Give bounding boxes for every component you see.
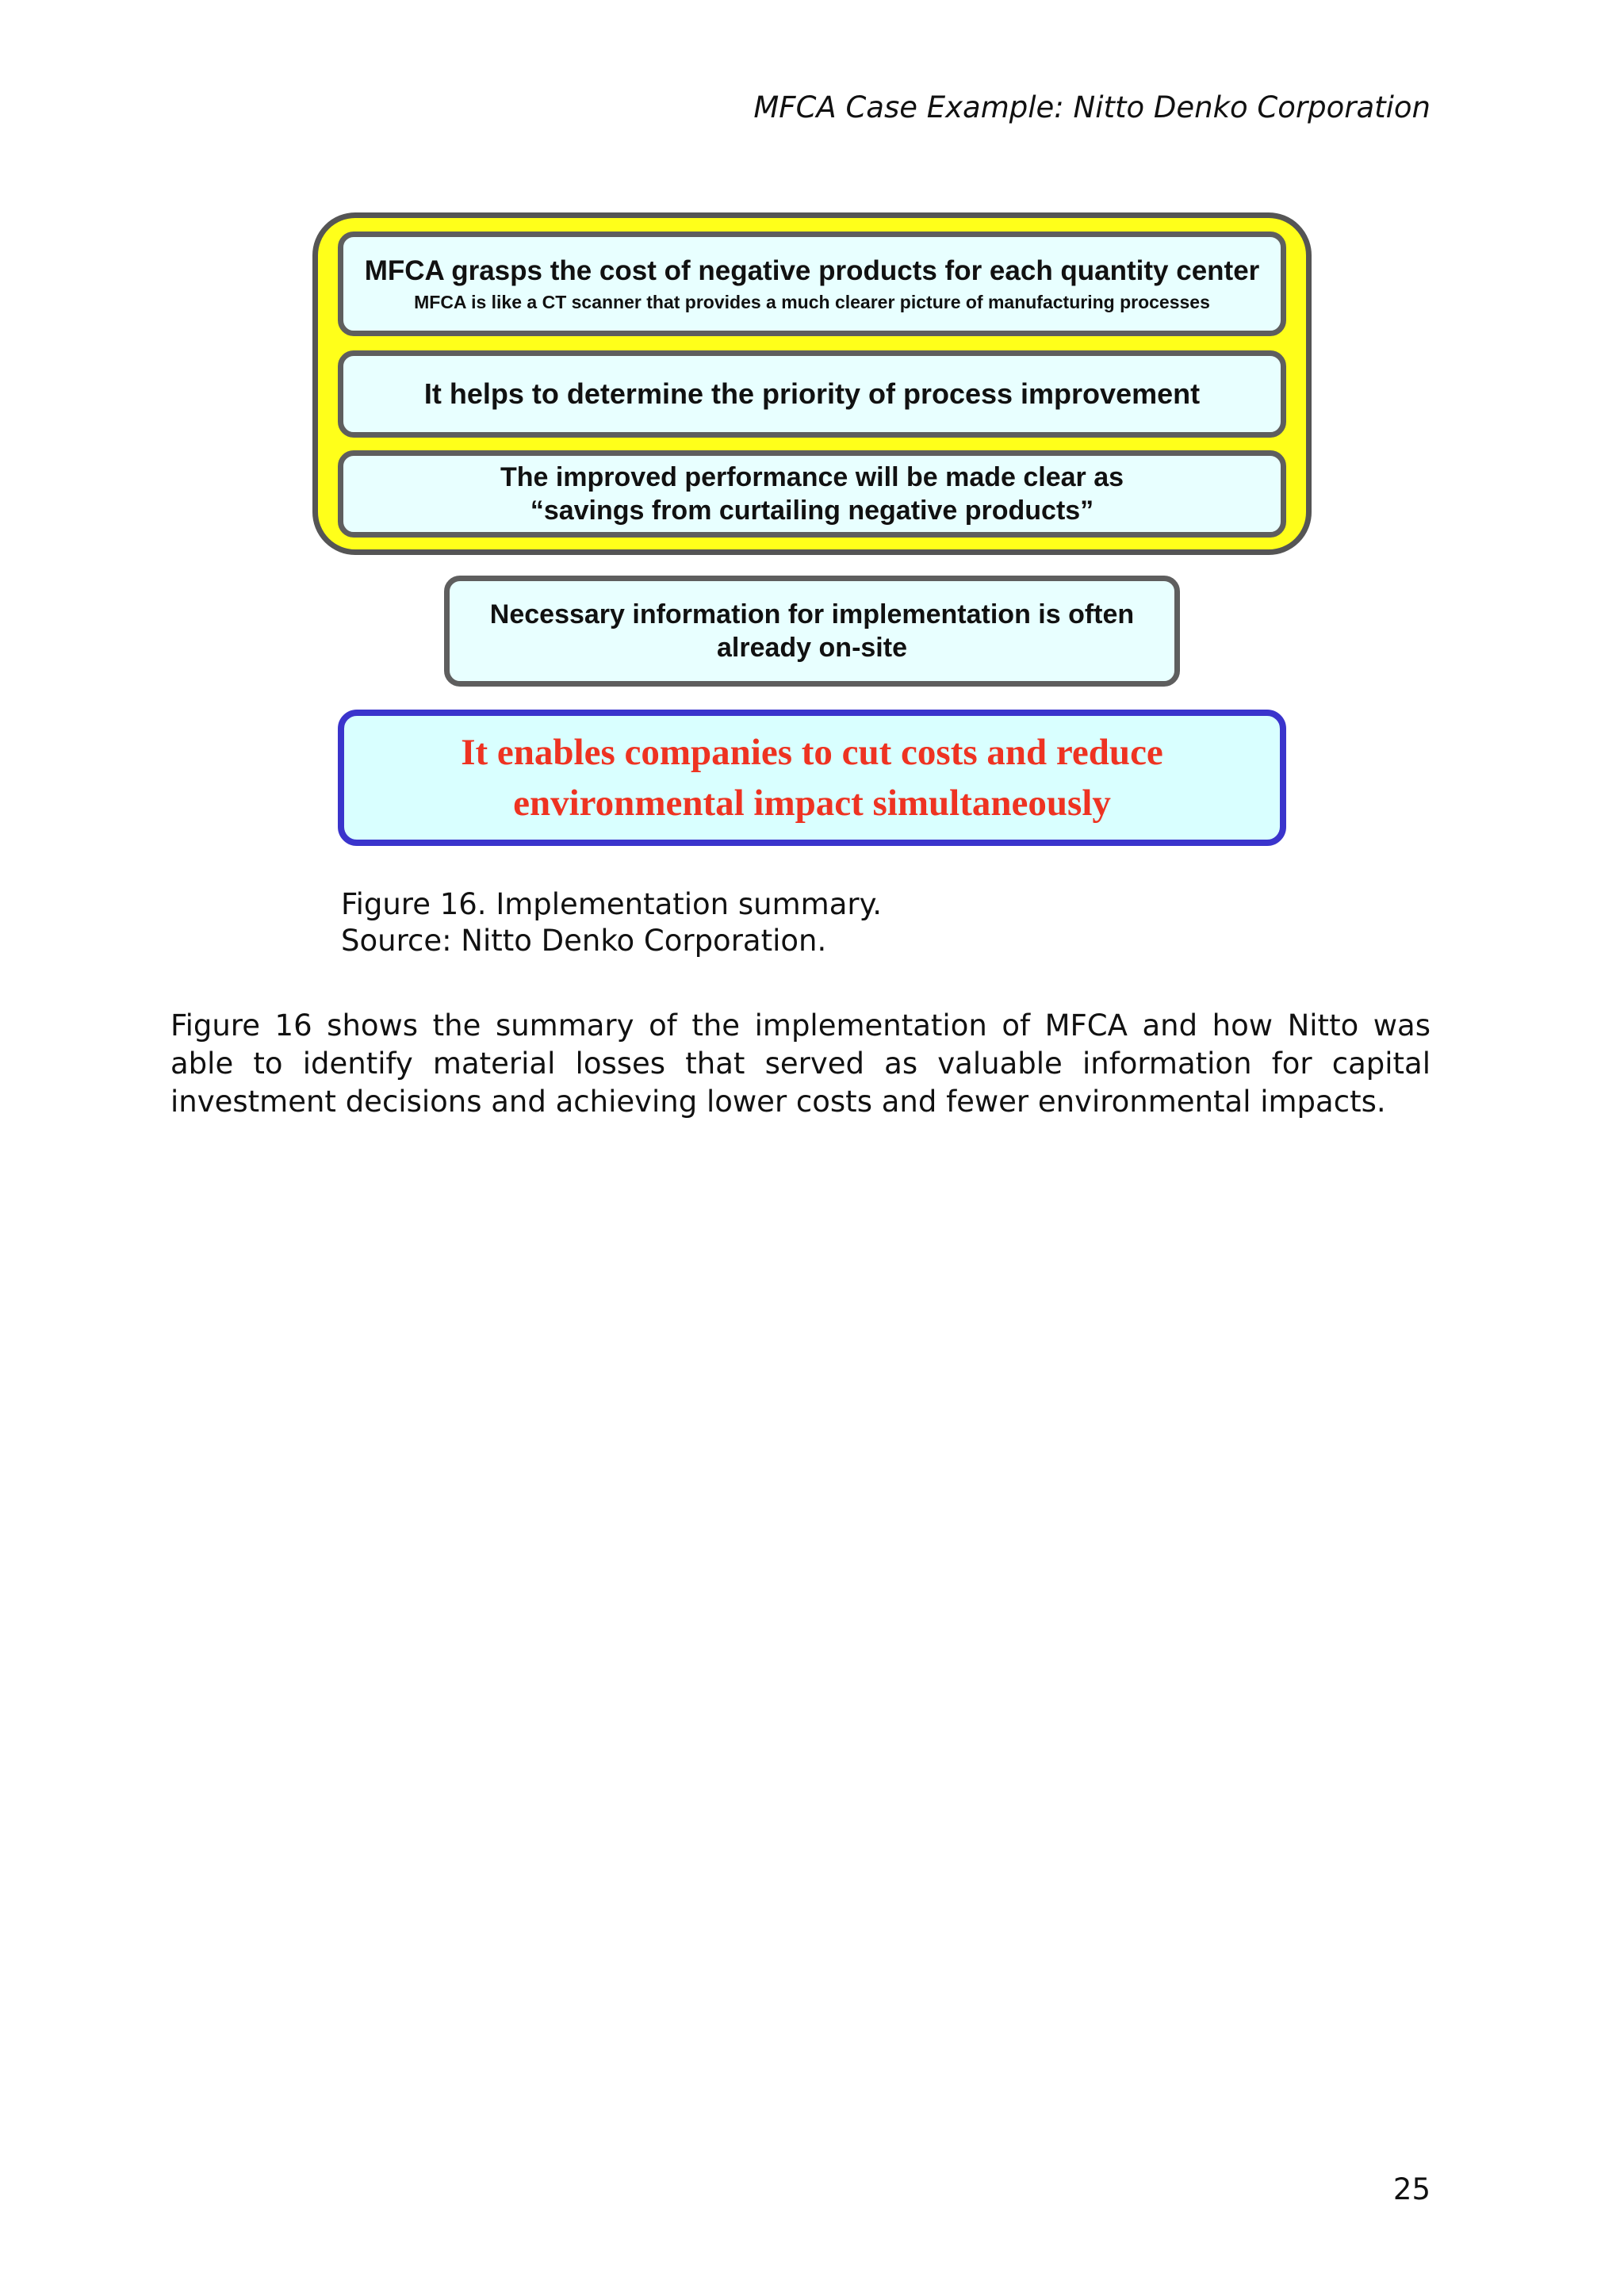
information-line-2: already on-site (717, 633, 907, 663)
conclusion-line-1: It enables companies to cut costs and reduce (461, 732, 1163, 773)
running-header: MFCA Case Example: Nitto Denko Corporation (753, 90, 1431, 124)
information-line-1: Necessary information for implementation is often (489, 599, 1135, 629)
page-number: 25 (1392, 2172, 1431, 2206)
implementation-summary-figure (0, 0, 1624, 872)
cost-grasp-box (338, 232, 1286, 336)
cost-grasp-subtitle: MFCA is like a CT scanner that provides a much clearer picture of manufacturing processes (414, 292, 1210, 312)
priority-text: It helps to determine the priority of process improvement (423, 377, 1201, 410)
cost-grasp-title: MFCA grasps the cost of negative products for each quantity center (364, 255, 1260, 286)
conclusion-line-2: environmental impact simultaneously (513, 783, 1111, 824)
performance-box (338, 450, 1286, 538)
conclusion-box (338, 710, 1286, 846)
information-box (444, 576, 1180, 687)
caption-title: Figure 16. Implementation summary. (341, 887, 882, 921)
priority-box (338, 350, 1286, 438)
body-paragraph: Figure 16 shows the summary of the implementation of MFCA and how Nitto was able to identify material losses that served as valuable information for capital investment decisions and achieving lower costs and fewer environmental impacts. (170, 1008, 1431, 1119)
performance-line-1: The improved performance will be made clear as (500, 462, 1124, 492)
caption-source: Source: Nitto Denko Corporation. (341, 924, 827, 958)
performance-line-2: “savings from curtailing negative products” (530, 496, 1094, 526)
figure-caption (341, 886, 882, 959)
